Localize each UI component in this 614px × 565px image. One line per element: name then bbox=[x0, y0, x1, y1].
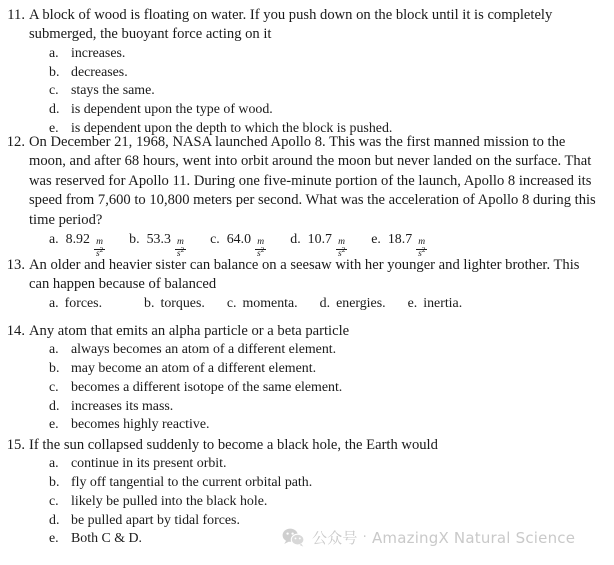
wechat-icon bbox=[282, 528, 305, 547]
choice-letter: c. bbox=[226, 295, 237, 311]
choice-letter: a. bbox=[49, 456, 59, 472]
question-11 bbox=[4, 6, 610, 45]
fraction-numerator: m bbox=[96, 237, 103, 248]
choice-13-e[interactable] bbox=[408, 296, 463, 312]
question-number: 13. bbox=[6, 257, 25, 273]
choice-text: stays the same. bbox=[71, 83, 155, 99]
choice-letter: c. bbox=[49, 83, 59, 99]
choice-text: be pulled apart by tidal forces. bbox=[71, 512, 240, 528]
choice-text: continue in its present orbit. bbox=[71, 456, 227, 472]
choice-text: becomes a different isotope of the same element. bbox=[71, 379, 343, 395]
choice-text: is dependent upon the type of wood. bbox=[71, 102, 273, 118]
choice-letter: a. bbox=[49, 295, 59, 311]
choice-text: inertia. bbox=[423, 295, 463, 311]
choice-15-a[interactable] bbox=[4, 455, 610, 474]
choice-13-a[interactable] bbox=[49, 296, 102, 312]
choice-text: torques. bbox=[160, 295, 205, 311]
question-block-13 bbox=[4, 256, 610, 312]
choice-letter: e. bbox=[49, 531, 59, 547]
fraction-numerator: m bbox=[338, 237, 346, 248]
choice-letter: a. bbox=[49, 342, 59, 358]
choice-letter: c. bbox=[49, 493, 59, 509]
choice-15-b[interactable] bbox=[4, 474, 610, 493]
choice-letter: e. bbox=[49, 120, 59, 136]
choice-letter: b. bbox=[49, 475, 60, 491]
question-15 bbox=[4, 436, 610, 455]
choice-letter: d. bbox=[290, 232, 301, 248]
choice-text: decreases. bbox=[71, 64, 128, 80]
choice-14-b[interactable] bbox=[4, 360, 610, 379]
choice-14-e[interactable] bbox=[4, 416, 610, 435]
question-number: 15. bbox=[6, 437, 25, 453]
fraction-denominator: $s^2$ bbox=[337, 246, 346, 260]
watermark-account-name: AmazingX Natural Science bbox=[371, 528, 576, 547]
choice-list-11 bbox=[4, 45, 610, 139]
choice-14-c[interactable] bbox=[4, 379, 610, 398]
question-block-12 bbox=[4, 133, 610, 259]
question-14 bbox=[4, 322, 610, 341]
question-number: 11. bbox=[7, 7, 25, 23]
question-block-14 bbox=[4, 322, 610, 435]
choice-value: 18.7 bbox=[387, 232, 413, 248]
question-stem: If the sun collapsed suddenly to become a black hole, the Earth would bbox=[29, 437, 438, 453]
choice-value: 53.3 bbox=[146, 232, 171, 248]
choice-11-b[interactable] bbox=[4, 64, 610, 83]
choice-text: momenta. bbox=[242, 295, 298, 311]
choice-text: becomes highly reactive. bbox=[71, 417, 210, 433]
choice-list-14 bbox=[4, 341, 610, 435]
fraction-denominator: $s^2$ bbox=[257, 246, 265, 260]
choice-value: 10.7 bbox=[307, 232, 332, 248]
choice-text: always becomes an atom of a different element. bbox=[71, 342, 337, 358]
choice-letter: d. bbox=[319, 295, 331, 311]
choice-letter: d. bbox=[49, 398, 60, 414]
choice-letter: b. bbox=[144, 295, 155, 311]
choice-14-a[interactable] bbox=[4, 341, 610, 360]
fraction-denominator: $s^2$ bbox=[176, 246, 185, 260]
question-stem: An older and heavier sister can balance on a seesaw with her younger and lighter brother. This can happen because of balanced bbox=[29, 257, 580, 293]
question-12 bbox=[4, 133, 610, 230]
choice-11-c[interactable] bbox=[4, 82, 610, 101]
question-block-11 bbox=[4, 6, 610, 138]
choice-text: forces. bbox=[64, 295, 103, 311]
choice-13-d[interactable] bbox=[320, 296, 386, 312]
choice-letter: c. bbox=[210, 232, 220, 248]
choice-letter: e. bbox=[407, 295, 418, 311]
fraction-denominator: $s^2$ bbox=[95, 246, 104, 260]
fraction-numerator: m bbox=[177, 237, 184, 248]
watermark-separator: · bbox=[362, 530, 367, 545]
choice-letter: a. bbox=[49, 45, 59, 61]
question-13 bbox=[4, 256, 610, 295]
choice-15-c[interactable] bbox=[4, 493, 610, 512]
fraction-numerator: m bbox=[257, 237, 265, 248]
choice-letter: a. bbox=[49, 232, 59, 248]
choice-14-d[interactable] bbox=[4, 398, 610, 417]
choice-letter: d. bbox=[49, 512, 60, 528]
choice-letter: d. bbox=[49, 102, 60, 118]
question-stem: Any atom that emits an alpha particle or a beta particle bbox=[29, 323, 350, 339]
choice-value: 8.92 bbox=[65, 232, 90, 248]
watermark-platform-label: 公众号 bbox=[312, 529, 358, 547]
question-number: 12. bbox=[6, 134, 25, 150]
fraction-denominator: $s^2$ bbox=[418, 246, 426, 260]
choice-text: fly off tangential to the current orbital path. bbox=[71, 475, 313, 491]
choice-13-b[interactable] bbox=[144, 296, 205, 312]
choice-letter: b. bbox=[49, 361, 60, 377]
choice-13-c[interactable] bbox=[227, 296, 298, 312]
watermark-text bbox=[312, 527, 575, 548]
question-stem: A block of wood is floating on water. If you push down on the block until it is completely submerged, the buoyant force acting on it bbox=[29, 7, 553, 43]
choice-text: is dependent upon the depth to which the block is pushed. bbox=[71, 120, 393, 136]
choice-text: Both C & D. bbox=[71, 531, 143, 547]
question-number: 14. bbox=[6, 323, 25, 339]
choice-letter: e. bbox=[49, 417, 59, 433]
choice-list-13 bbox=[4, 296, 610, 312]
choice-text: energies. bbox=[336, 295, 386, 311]
choice-text: increases. bbox=[71, 45, 126, 61]
question-stem: On December 21, 1968, NASA launched Apollo 8. This was the first manned mission to the moon, and after 68 hours, went into orbit around the moon but never landed on the surface. That was reserved for Apollo 11. During one five-minute portion of the launch, Apollo 8 increased its speed from 7,600 to 10,800 meters per second. What was the acceleration of Apollo 8 during this time period? bbox=[29, 134, 596, 228]
choice-text: likely be pulled into the black hole. bbox=[71, 493, 268, 509]
watermark bbox=[282, 527, 575, 548]
choice-11-d[interactable] bbox=[4, 101, 610, 120]
choice-11-a[interactable] bbox=[4, 45, 610, 64]
choice-text: increases its mass. bbox=[71, 398, 174, 414]
choice-letter: b. bbox=[49, 64, 60, 80]
choice-text: may become an atom of a different element. bbox=[71, 361, 317, 377]
choice-letter: e. bbox=[371, 232, 381, 248]
fraction-numerator: m bbox=[418, 237, 426, 248]
choice-letter: b. bbox=[129, 232, 140, 248]
choice-letter: c. bbox=[49, 379, 59, 395]
choice-value: 64.0 bbox=[226, 232, 252, 248]
